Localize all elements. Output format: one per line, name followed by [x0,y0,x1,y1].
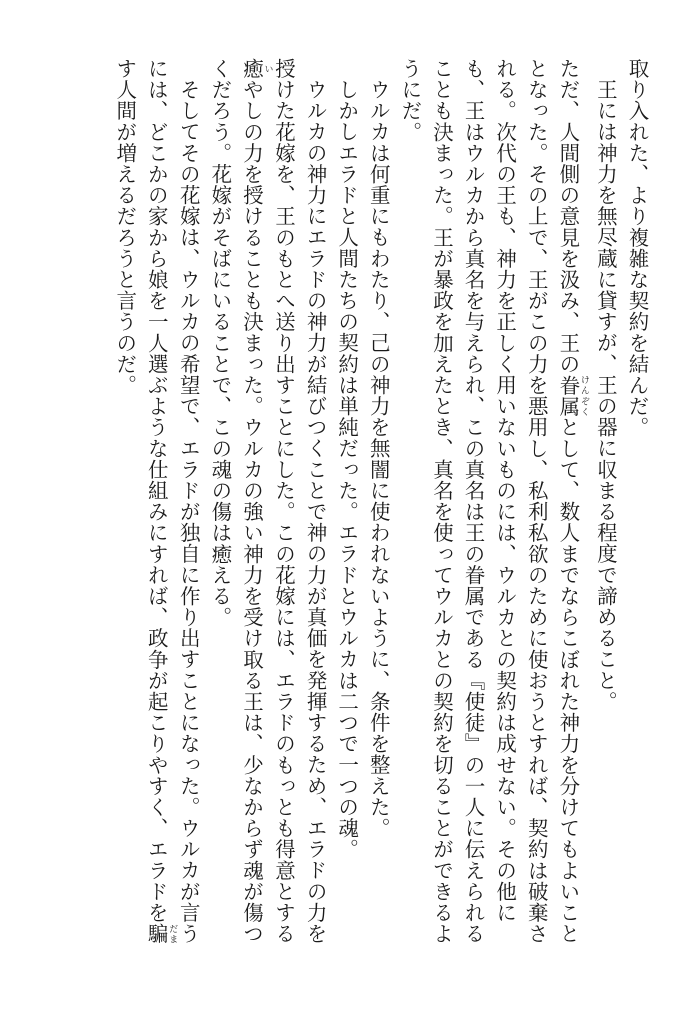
furigana-word [555,374,589,417]
text-run: ただ、人間側の意見を汲み、王の [555,58,580,375]
furigana-base: 眷属 [555,374,580,417]
furigana-base: 騙 [144,923,169,945]
furigana-reading: い [262,58,273,80]
paragraph-7 [108,58,203,958]
furigana-word [239,58,273,80]
paragraph-6 [203,58,330,958]
furigana-reading: けんぞく [578,374,589,417]
text-run: 取り入れた、より複雑な契約を結んだ。 [625,58,649,438]
text-run: やしの力を授けることも決まった。ウルカの強い神力を受け取る王は、少なからず魂が傷つくだろう。花嫁がそばにいることで、この魂の傷は癒える。 [207,58,264,945]
furigana-reading: だま [167,923,178,945]
text-run: として、数人までならこぼれた神力を分けてもよいこととなった。その上で、王がこの力を悪用し、私利私欲のために使おうとすれば、契約は破棄される。次代の王も、神力を正しく用いないものには、ウルカとの契約は成せない。その他にも、王はウルカから真名を与えられ、この真名は王の眷属である『使徒』の一人に伝えられることも決まった。王が暴政を加えたとき、真名を使ってウルカとの契約を切ることができるようにだ。 [397,58,580,945]
paragraph-3 [393,58,589,958]
paragraph-4 [362,58,394,958]
furigana-base: 癒 [239,58,264,80]
text-run: す人間が増えるだろうと言うのだ。 [112,58,137,396]
text-run: そしてその花嫁は、ウルカの希望で、エラドが独自に作り出すことになった。ウルカが言うには、どこかの家から娘を一人選ぶような仕組みにすれば、政争が起こりやすく、エラドを [144,58,201,944]
text-run: しかしエラドと人間たちの契約は単純だった。エラドとウルカは二つで一つの魂。 [334,78,359,860]
paragraph-1 [620,58,652,958]
paragraph-5 [330,58,362,958]
text-run: 王には神力を無尽蔵に貸すが、王の器に収まる程度で諦めること。 [593,78,618,712]
text-run: ウルカは何重にもわたり、己の神力を無闇に使われないように、条件を整えた。 [366,78,391,839]
text-run: ウルカの神力にエラドの神力が結びつくことで神の力が真価を発揮するため、エラドの力を授けた花嫁を、王のもとへ送り出すことにした。この花嫁には、エラドのもっとも得意とする [271,58,328,945]
furigana-word [144,923,178,945]
vertical-text-body [108,58,652,958]
paragraph-2 [589,58,621,958]
